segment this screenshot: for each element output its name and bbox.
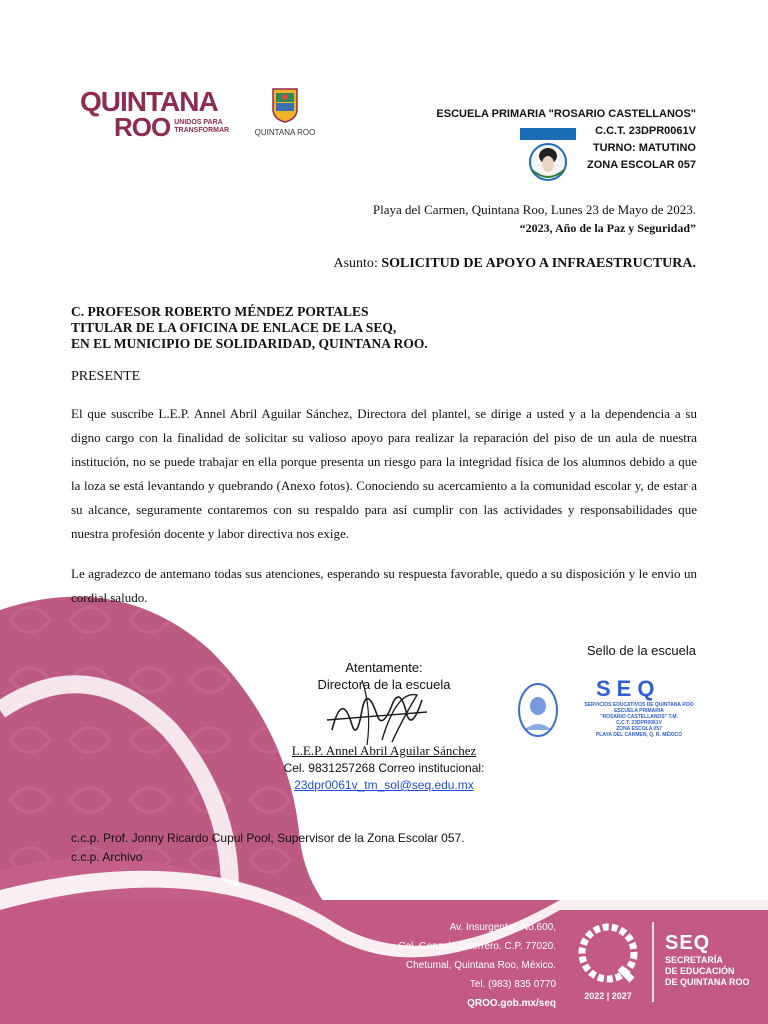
seq-footer-line: DE QUINTANA ROO <box>665 977 750 987</box>
ccp-block <box>71 829 465 867</box>
footer-line: Col. Gonzalo Guerrero. C.P. 77020. <box>398 941 556 952</box>
signer-email-link[interactable]: 23dpr0061v_tm_sol@seq.edu.mx <box>294 778 474 792</box>
footer-line: Tel. (983) 835 0770 <box>469 979 556 990</box>
seq-footer-line: DE EDUCACIÓN <box>665 966 735 976</box>
government-seal <box>250 85 320 145</box>
coat-of-arms-icon <box>270 85 300 123</box>
quintana-roo-logo <box>80 86 230 142</box>
footer-line: Av. Insurgentes No.600, <box>449 922 556 933</box>
school-cct: C.C.T. 23DPR0061V <box>595 125 696 137</box>
stamp-line: ESCUELA PRIMARIA <box>614 708 664 714</box>
school-emblem-icon <box>518 126 578 188</box>
recipient-line: TITULAR DE LA OFICINA DE ENLACE DE LA SEQ, <box>71 320 397 335</box>
stamp-portrait-icon <box>516 682 560 738</box>
footer-line: Chetumal, Quintana Roo, México. <box>405 960 556 971</box>
school-turno: TURNO: MATUTINO <box>592 142 696 154</box>
closing-text: Atentamente: <box>345 660 423 675</box>
school-name: ESCUELA PRIMARIA "ROSARIO CASTELLANOS" <box>436 108 696 120</box>
logo-tagline-2: TRANSFORMAR <box>174 127 230 134</box>
recipient-line: C. PROFESOR ROBERTO MÉNDEZ PORTALES <box>71 304 369 319</box>
logo-quintana-text: QUINTANA <box>80 86 218 117</box>
footer-divider <box>652 922 654 1002</box>
logo-years: 2022 | 2027 <box>584 991 632 1001</box>
stamp-text <box>564 702 714 738</box>
stamp-line: SERVICIOS EDUCATIVOS DE QUINTANA ROO <box>584 702 694 708</box>
body-paragraph-1: El que suscribe L.E.P. Annel Abril Aguilar Sánchez, Directora del plantel, se dirige a usted y a la dependencia a su digno cargo con la finalidad de solicitar su valioso apoyo para realizar la reparación del piso de un aula de nuestra institución, no se puede trabajar en ella porque presenta un riesgo para la integridad física de los alumnos debido a que la loza se está levantando y quebrando (Anexo fotos). Conociendo su acercamiento a la comunidad escolar y, de estar a su alcance, seguramente contaremos con su respaldo para así cumplir con las actividades y responsabilidades que nuestra profesión docente y labor directiva nos exige. <box>71 406 697 541</box>
q-ring-icon <box>570 920 646 986</box>
logo-tagline-1: UNIDOS PARA <box>174 119 223 126</box>
handwritten-signature <box>322 670 432 750</box>
year-motto: “2023, Año de la Paz y Seguridad” <box>519 221 696 235</box>
greeting: PRESENTE <box>71 369 141 384</box>
seal-caption: QUINTANA ROO <box>254 128 316 137</box>
ccp-line: c.c.p. Prof. Jonny Ricardo Cupul Pool, Supervisor de la Zona Escolar 057. <box>71 831 465 845</box>
place-date: Playa del Carmen, Quintana Roo, Lunes 23 de Mayo de 2023. <box>372 202 696 217</box>
signer-contact: Cel. 9831257268 Correo institucional: <box>283 761 485 775</box>
stamp-line: "ROSARIO CASTELLANOS" T.M. <box>600 714 678 720</box>
signer-role: Directora de la escuela <box>317 677 451 692</box>
body-paragraph-2: Le agradezco de antemano todas sus atenciones, esperando su respuesta favorable, quedo a su disposición y le envio un cordial saludo. <box>71 566 697 605</box>
subject-label: Asunto <box>333 256 374 271</box>
stamp-line: PLAYA DEL CARMEN, Q. R. MÉXICO <box>595 732 683 738</box>
ccp-line: c.c.p. Archivo <box>71 850 143 864</box>
signer-name: L.E.P. Annel Abril Aguilar Sánchez <box>291 743 477 758</box>
subject-line: Asunto: SOLICITUD DE APOYO A INFRAESTRUCTURA. <box>333 256 696 271</box>
logo-roo-text: ROO <box>114 112 171 142</box>
stamp-line: C.C.T. 23DPR0061V <box>616 720 662 726</box>
seq-footer-line: SECRETARÍA <box>665 955 723 965</box>
subject-text: SOLICITUD DE APOYO A INFRAESTRUCTURA. <box>381 256 696 271</box>
recipient-line: EN EL MUNICIPIO DE SOLIDARIDAD, QUINTANA ROO. <box>71 336 428 351</box>
seq-footer-title: SEQ <box>665 932 711 954</box>
footer-website: QROO.gob.mx/seq <box>467 998 556 1009</box>
stamp-label: Sello de la escuela <box>586 643 696 658</box>
seq-footer-logo <box>665 932 750 988</box>
footer-address <box>398 918 556 1013</box>
recipient-block <box>71 304 428 352</box>
school-stamp <box>512 668 718 748</box>
stamp-title: SEQ <box>596 676 661 701</box>
school-zona: ZONA ESCOLAR 057 <box>586 159 696 171</box>
government-period-logo <box>570 920 646 1004</box>
stamp-line: ZONA ESCOLA 057 <box>616 726 662 732</box>
